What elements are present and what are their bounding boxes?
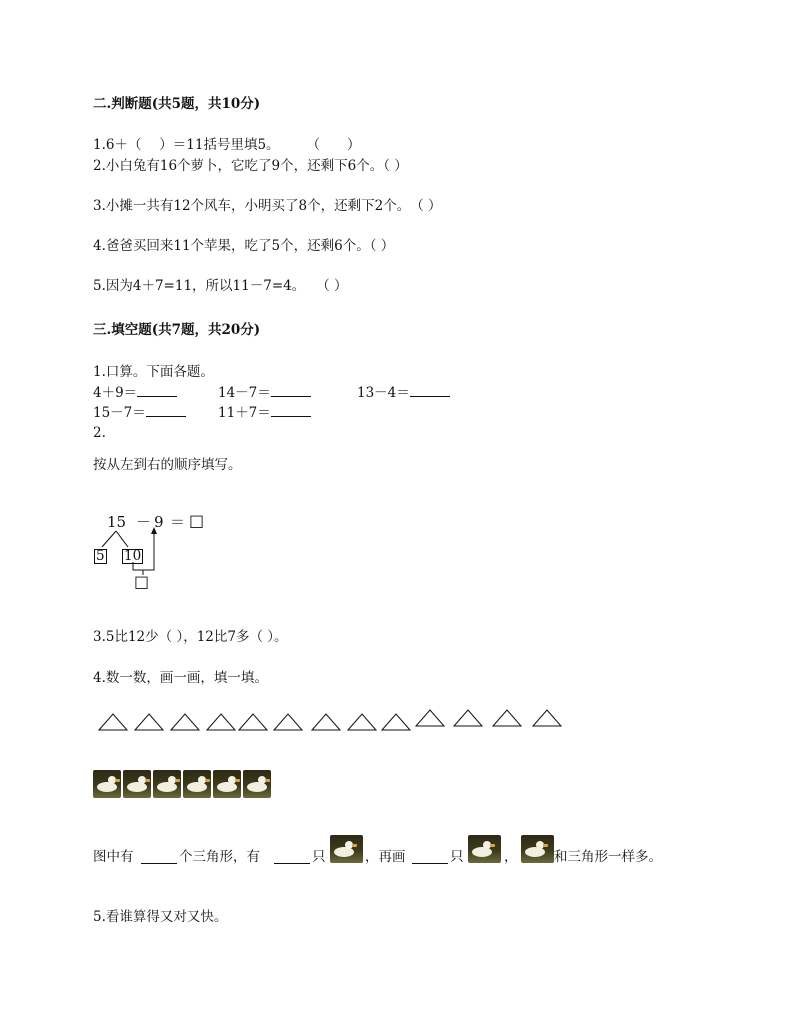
duck-photo-icon — [93, 770, 121, 798]
fill-q5: 5.看谁算得又对又快。 — [93, 909, 228, 925]
triangle-outline-icon — [382, 714, 410, 730]
duck-count-blank[interactable] — [274, 851, 310, 864]
mental-math-item — [357, 384, 450, 401]
triangle-outline-icon — [274, 714, 302, 730]
answer-box[interactable]: □ — [189, 511, 205, 530]
mental-math-item — [218, 384, 311, 401]
mental-math-item — [218, 404, 311, 421]
duck-photo-icon — [153, 770, 181, 798]
fill-q1-title: 1.口算。下面各题。 — [93, 364, 214, 380]
q4-sentence-part: 图中有 — [93, 849, 134, 865]
answer-blank[interactable] — [271, 404, 311, 417]
q4-sentence-part: ，再画 — [365, 849, 406, 865]
judge-q3: 3.小摊一共有12个风车，小明买了8个，还剩下2个。 （ ） — [93, 198, 442, 214]
duck-photo-icon — [213, 770, 241, 798]
duck-photo-icon — [468, 835, 501, 863]
diagram-lines — [90, 510, 220, 595]
mental-math-item — [93, 404, 186, 421]
judge-q2: 2.小白兔有16个萝卜，它吃了9个，还剩下6个。（ ） — [93, 158, 408, 174]
duck-photo-icon — [243, 770, 271, 798]
split-right: 10 — [124, 548, 142, 564]
triangle-outline-icon — [239, 714, 267, 730]
q4-sentence-part: 个三角形，有 — [179, 849, 260, 865]
triangle-row — [96, 704, 566, 734]
duck-photo-icon — [123, 770, 151, 798]
fill-q4-title: 4.数一数，画一画，填一填。 — [93, 670, 268, 686]
triangle-outline-icon — [348, 714, 376, 730]
duck-photo-icon — [521, 835, 554, 863]
subtrahend: 9 — [154, 513, 164, 531]
judge-q1: 1.6＋（ ）＝11括号里填5。 （ ） — [93, 137, 361, 153]
triangle-outline-icon — [312, 714, 340, 730]
triangle-count-blank[interactable] — [141, 851, 177, 864]
answer-blank[interactable] — [271, 384, 311, 397]
duck-photo-icon — [183, 770, 211, 798]
q4-sentence-part: 只 — [450, 849, 464, 865]
mental-math-item — [93, 384, 177, 401]
section2-heading: 二.判断题(共5题，共10分) — [93, 96, 261, 112]
fill-q3: 3.5比12少（ ），12比7多（ ）。 — [93, 629, 288, 645]
triangle-outline-icon — [207, 714, 235, 730]
judge-q5: 5.因为4＋7=11，所以11－7=4。 （ ） — [93, 278, 348, 294]
triangle-outline-icon — [171, 714, 199, 730]
mental-math-expr: 4＋9＝ — [93, 385, 138, 401]
answer-blank[interactable] — [410, 384, 450, 397]
triangle-outline-icon — [454, 710, 482, 726]
section3-heading: 三.填空题(共7题，共20分) — [93, 322, 261, 338]
triangle-outline-icon — [99, 714, 127, 730]
equals-sign: ＝ — [170, 513, 186, 531]
mental-math-expr: 11＋7＝ — [218, 405, 271, 421]
draw-count-blank[interactable] — [412, 851, 448, 864]
triangle-outline-icon — [135, 714, 163, 730]
q4-sentence-part: 只 — [312, 849, 326, 865]
minuend: 15 — [107, 513, 127, 531]
mental-math-expr: 13－4＝ — [357, 385, 410, 401]
triangle-outline-icon — [416, 710, 444, 726]
mental-math-expr: 14－7＝ — [218, 385, 271, 401]
decomposition-diagram — [90, 510, 220, 595]
q4-sentence-part: 和三角形一样多。 — [554, 849, 662, 865]
triangle-outline-icon — [533, 710, 561, 726]
minus-sign: － — [136, 513, 152, 531]
fill-q2-instruction: 按从左到右的顺序填写。 — [93, 457, 242, 473]
triangle-outline-icon — [493, 710, 521, 726]
duck-photo-icon — [330, 835, 363, 863]
q4-sentence-part: ， — [504, 849, 518, 865]
judge-q4: 4.爸爸买回来11个苹果，吃了5个，还剩6个。（ ） — [93, 238, 395, 254]
answer-blank[interactable] — [137, 384, 177, 397]
bottom-answer-box[interactable]: □ — [134, 572, 150, 591]
answer-blank[interactable] — [146, 404, 186, 417]
split-left: 5 — [96, 548, 105, 564]
mental-math-expr: 15－7＝ — [93, 405, 146, 421]
fill-q2-number: 2. — [93, 425, 106, 441]
